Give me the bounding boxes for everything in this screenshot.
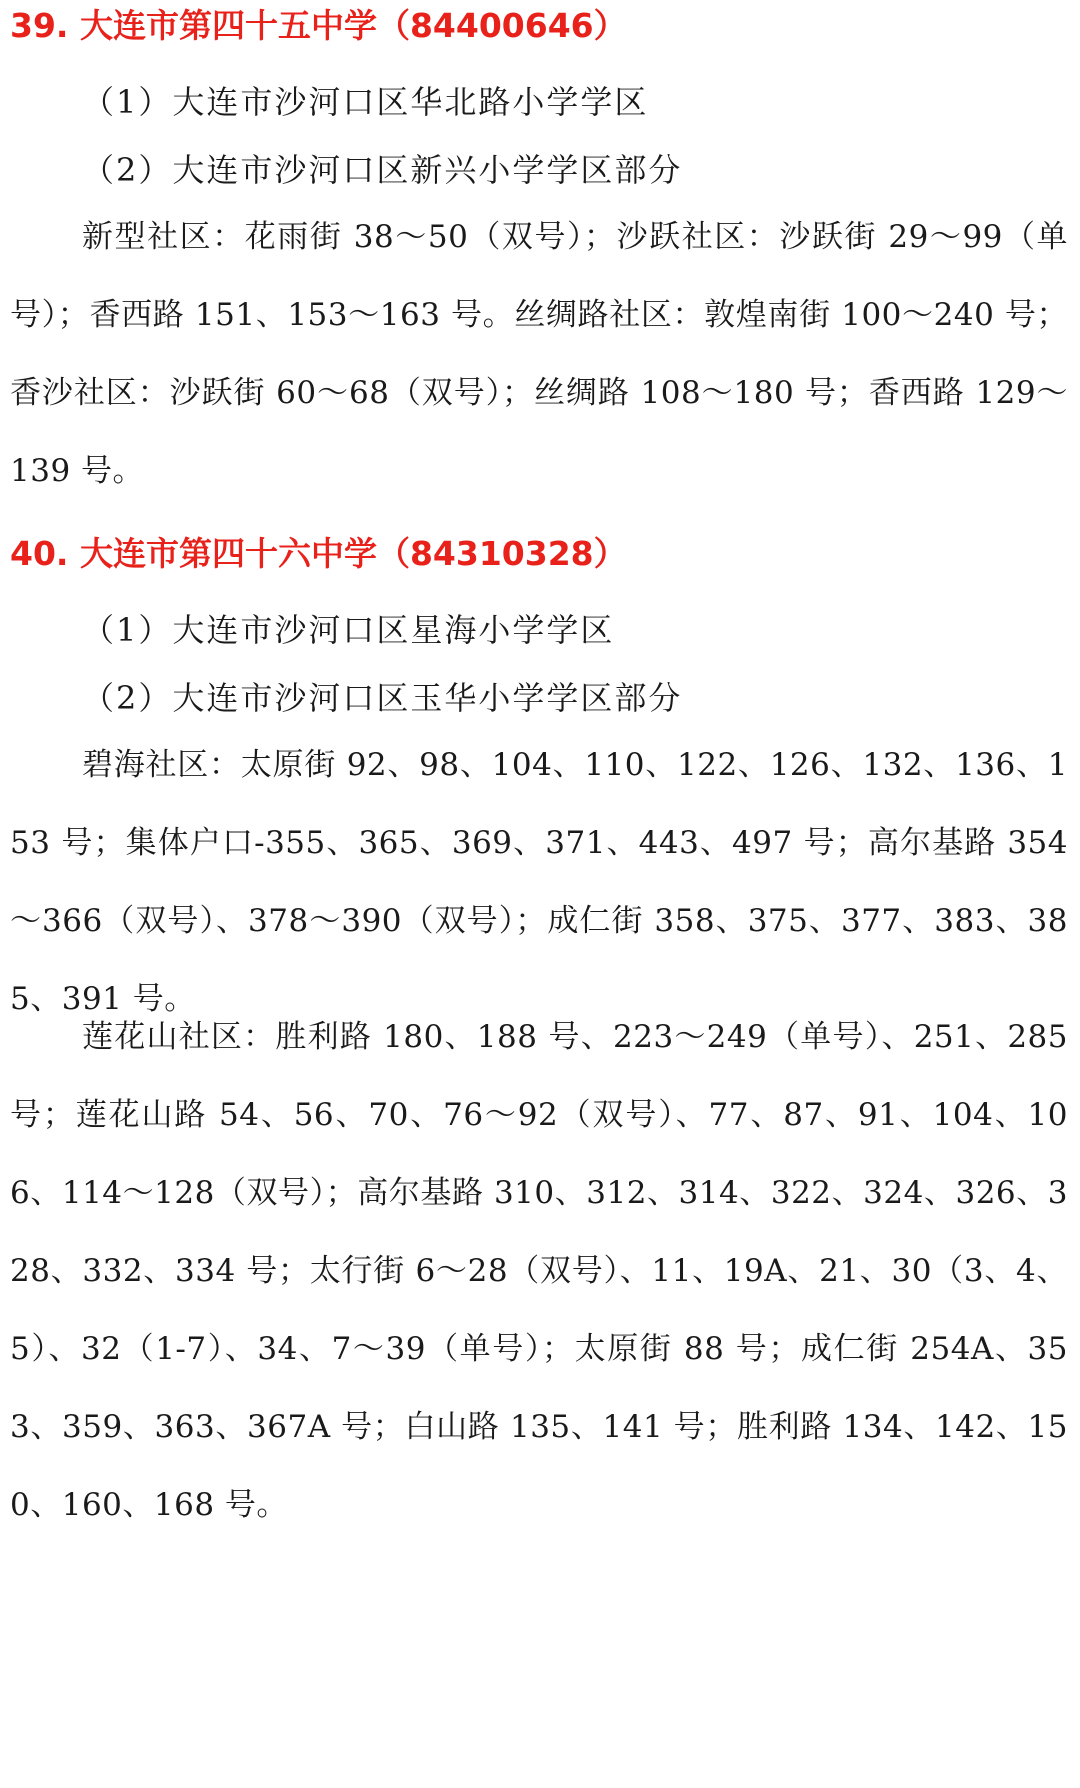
school-zone-item: （2）大连市沙河口区新兴小学学区部分 <box>82 151 683 189</box>
school-heading: 40. 大连市第四十六中学（84310328） <box>10 534 627 573</box>
community-paragraph: 新型社区：花雨街 38～50（双号）；沙跃社区：沙跃街 29～99（单号）；香西路 151、153～163 号。丝绸路社区：敦煌南街 100～240 号；香沙社区：沙跃街 60～68（双号）；丝绸路 108～180 号；香西路 129～139 号。 <box>10 219 1068 489</box>
community-paragraph: 碧海社区：太原街 92、98、104、110、122、126、132、136、153 号；集体户口-355、365、369、371、443、497 号；高尔基路 354～366（双号）、378～390（双号）；成仁街 358、375、377、383、385、391 号。 <box>10 747 1068 1017</box>
school-zone-item: （1）大连市沙河口区星海小学学区 <box>82 611 615 649</box>
community-paragraph: 莲花山社区：胜利路 180、188 号、223～249（单号）、251、285 号；莲花山路 54、56、70、76～92（双号）、77、87、91、104、106、114～128（双号）；高尔基路 310、312、314、322、324、326、328、332、334 号；太行街 6～28（双号）、11、19A、21、30（3、4、5）、32（1-7）、34、7～39（单号）；太原街 88 号；成仁街 254A、353、359、363、367A 号；白山路 135、141 号；胜利路 134、142、150、160、168 号。 <box>10 1019 1068 1523</box>
school-zone-item: （2）大连市沙河口区玉华小学学区部分 <box>82 679 683 717</box>
school-heading: 39. 大连市第四十五中学（84400646） <box>10 6 627 45</box>
school-zone-item: （1）大连市沙河口区华北路小学学区 <box>82 83 649 121</box>
